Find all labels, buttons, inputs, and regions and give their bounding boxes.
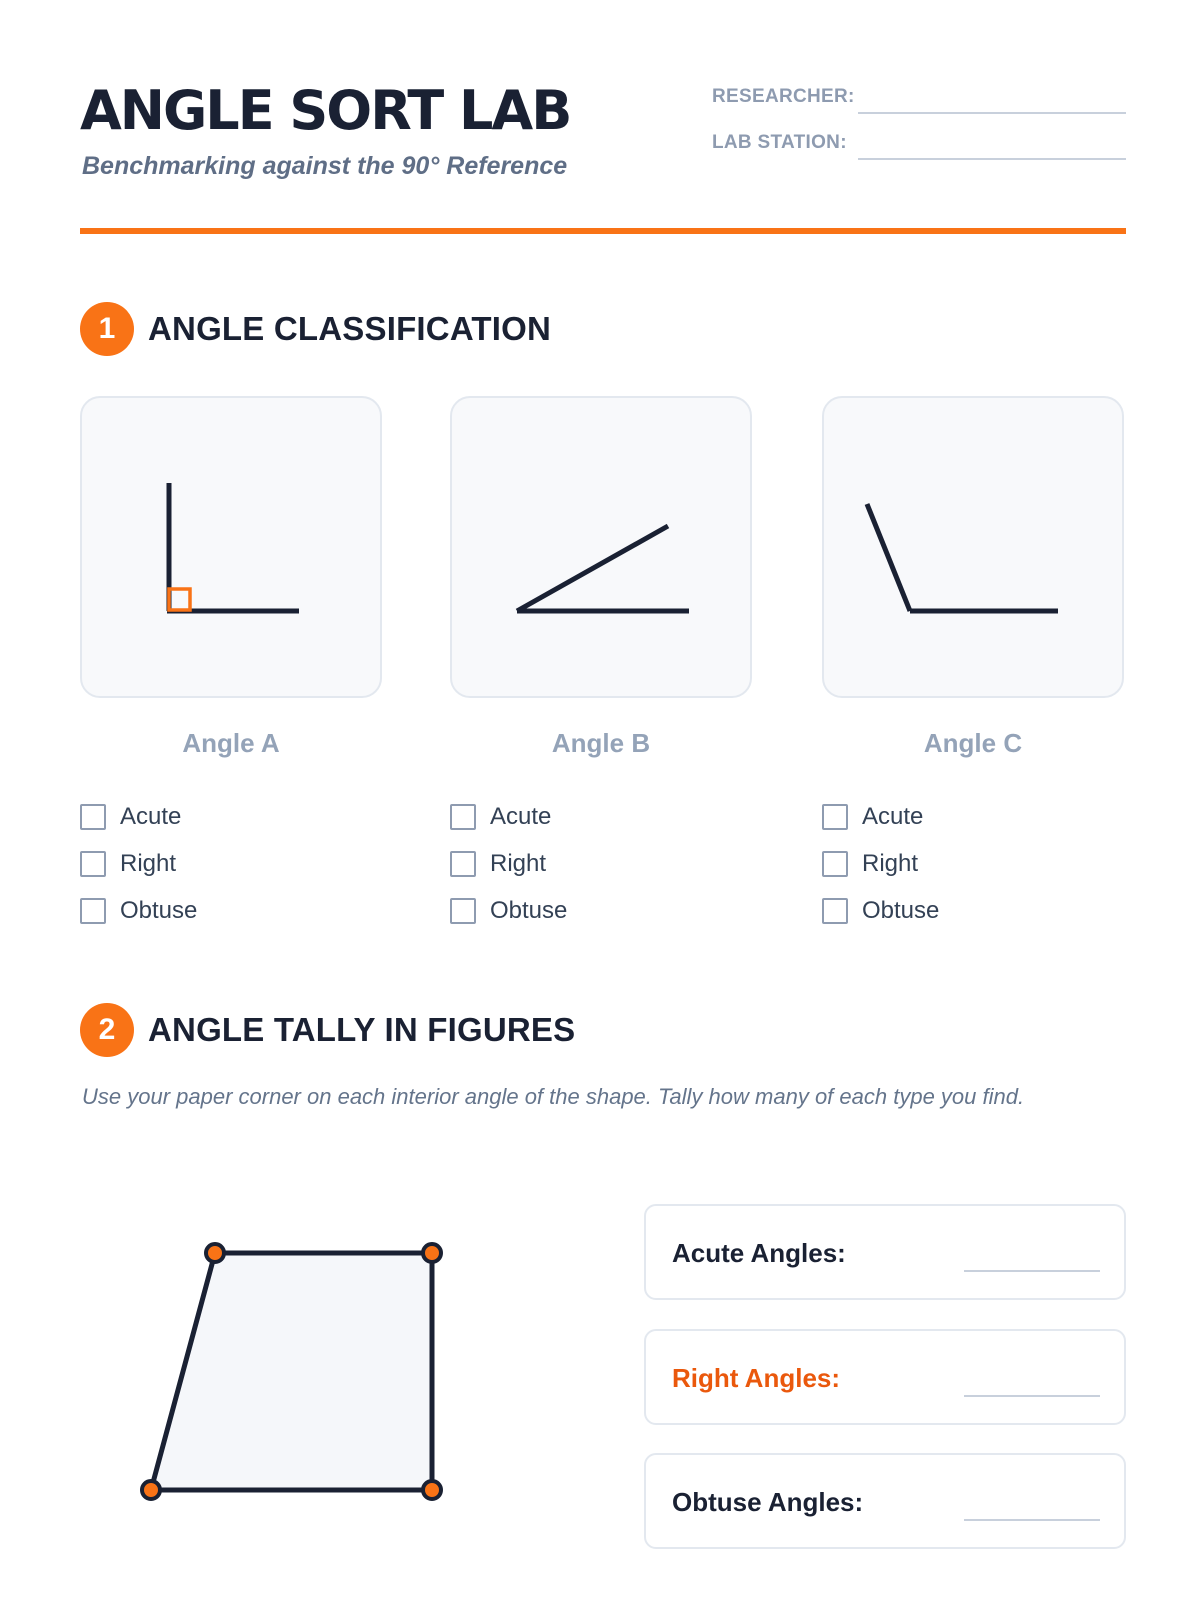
option-label: Acute: [120, 802, 182, 830]
angle-b-label: Angle B: [551, 728, 651, 758]
checkbox[interactable]: [822, 851, 848, 877]
lab-station-label: LAB STATION:: [712, 132, 847, 153]
angle-b-right-option[interactable]: [450, 840, 567, 887]
researcher-field[interactable]: [858, 112, 1126, 114]
angle-c-slanted-ray: [867, 504, 910, 611]
obtuse-tally-input[interactable]: [964, 1519, 1100, 1521]
quadrilateral-figure: [120, 1220, 460, 1520]
angle-a-options: [80, 793, 197, 934]
checkbox[interactable]: [450, 898, 476, 924]
angle-c-card: [822, 396, 1124, 698]
acute-tally-label: Acute Angles:: [672, 1238, 846, 1268]
angle-c-right-option[interactable]: [822, 840, 939, 887]
right-tally-label: Right Angles:: [672, 1363, 841, 1393]
checkbox[interactable]: [822, 898, 848, 924]
option-label: Obtuse: [862, 896, 940, 924]
angle-c-acute-option[interactable]: [822, 793, 939, 840]
angle-c-options: [822, 793, 939, 934]
checkbox[interactable]: [80, 851, 106, 877]
option-label: Right: [120, 849, 177, 877]
angle-a-right-option[interactable]: [80, 840, 197, 887]
right-tally-box: [644, 1329, 1126, 1425]
vertex-dot: [142, 1481, 160, 1499]
checkbox[interactable]: [80, 898, 106, 924]
option-label: Acute: [490, 802, 552, 830]
lab-station-field[interactable]: [858, 158, 1126, 160]
angle-a-card: [80, 396, 382, 698]
obtuse-tally-label: Obtuse Angles:: [672, 1487, 864, 1517]
acute-tally-box: [644, 1204, 1126, 1300]
option-label: Right: [490, 849, 547, 877]
option-label: Obtuse: [120, 896, 198, 924]
section-2-instructions: Use your paper corner on each interior angle of the shape. Tally how many of each type you find.: [82, 1084, 1025, 1109]
checkbox[interactable]: [822, 804, 848, 830]
angle-a-acute-option[interactable]: [80, 793, 197, 840]
angle-c-label: Angle C: [923, 728, 1023, 758]
angle-b-obtuse-option[interactable]: [450, 887, 567, 934]
checkbox[interactable]: [80, 804, 106, 830]
vertex-dot: [423, 1481, 441, 1499]
quadrilateral-shape: [151, 1253, 432, 1490]
vertex-dot: [423, 1244, 441, 1262]
section-1-badge: 1: [80, 302, 134, 356]
angle-b-card: [450, 396, 752, 698]
researcher-label: RESEARCHER:: [712, 86, 855, 107]
obtuse-tally-box: [644, 1453, 1126, 1549]
right-angle-marker: [169, 589, 190, 610]
option-label: Acute: [862, 802, 924, 830]
acute-tally-input[interactable]: [964, 1270, 1100, 1272]
angle-a-obtuse-option[interactable]: [80, 887, 197, 934]
page-subtitle: Benchmarking against the 90° Reference: [82, 152, 568, 180]
checkbox[interactable]: [450, 804, 476, 830]
option-label: Obtuse: [490, 896, 568, 924]
section-2-badge: 2: [80, 1003, 134, 1057]
header-divider: [80, 228, 1126, 234]
angle-b-slanted-ray: [517, 526, 668, 611]
angle-c-obtuse-option[interactable]: [822, 887, 939, 934]
angle-a-label: Angle A: [182, 728, 280, 758]
angle-a-diagram: [82, 398, 384, 700]
section-1-title: ANGLE CLASSIFICATION: [148, 310, 552, 347]
angle-b-options: [450, 793, 567, 934]
right-tally-input[interactable]: [964, 1395, 1100, 1397]
angle-b-diagram: [452, 398, 754, 700]
angle-b-acute-option[interactable]: [450, 793, 567, 840]
page-title: ANGLE SORT LAB: [80, 79, 571, 142]
vertex-dot: [206, 1244, 224, 1262]
option-label: Right: [862, 849, 919, 877]
angle-c-diagram: [824, 398, 1126, 700]
checkbox[interactable]: [450, 851, 476, 877]
section-2-title: ANGLE TALLY IN FIGURES: [148, 1011, 576, 1048]
